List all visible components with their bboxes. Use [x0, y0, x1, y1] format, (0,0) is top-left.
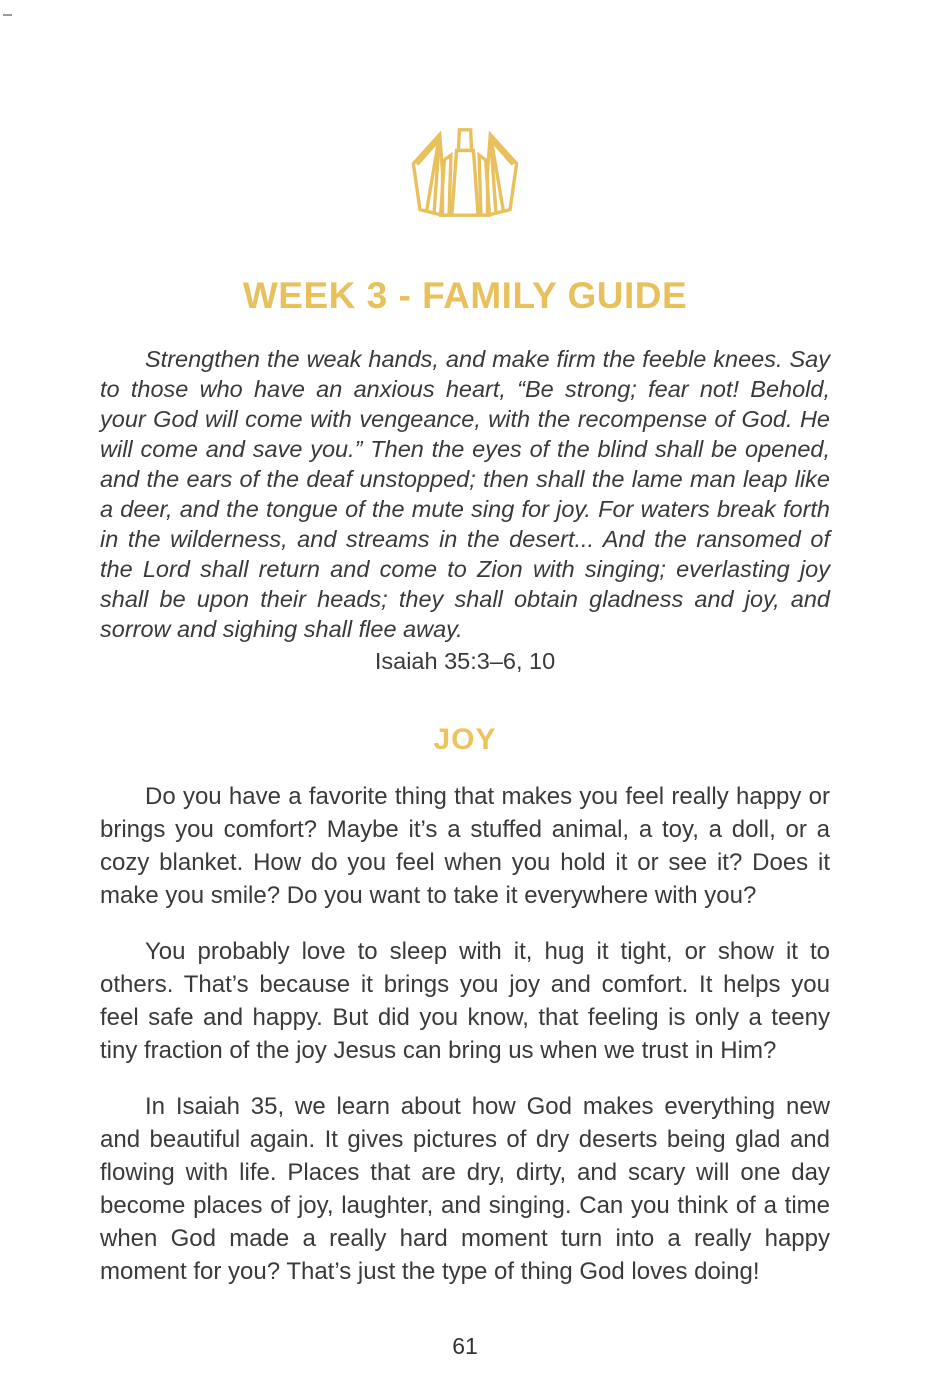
body-paragraph-3: In Isaiah 35, we learn about how God makes everything new and beautiful again. It gives pictures of dry deserts being glad and flowing with life. Places that are dry, dirty, and scary will one day become places of joy, laughter, and singing. Can you think of a time when God made a really hard moment turn into a really happy moment for you? That’s just the type of thing God loves doing! — [100, 1093, 830, 1285]
body-paragraph-1: Do you have a favorite thing that makes you feel really happy or brings you comfort? Maybe it’s a stuffed animal, a toy, a doll, or a cozy blanket. How do you feel when you hold it or see it? Does it make you smile? Do you want to take it everywhere with you? — [100, 783, 830, 909]
section-title-joy: JOY — [433, 723, 497, 756]
scripture-citation: Isaiah 35:3–6, 10 — [374, 648, 556, 674]
emblem-container — [100, 0, 830, 225]
angel-emblem-icon — [404, 207, 526, 224]
page-title: WEEK 3 - FAMILY GUIDE — [242, 275, 688, 316]
scripture-passage: Strengthen the weak hands, and make firm the feeble knees. Say to those who have an anxious heart, “Be strong; fear not! Behold, your God will come with vengeance, with the recompense of God. He will come and save you.” Then the eyes of the blind shall be opened, and the ears of the deaf unstopped; then shall the lame man leap like a deer, and the tongue of the mute sing for joy. For waters break forth in the wilderness, and streams in the desert... And the ransomed of the Lord shall return and come to Zion with singing; everlasting joy shall be upon their heads; they shall obtain gladness and joy, and sorrow and sighing shall flee away. — [100, 346, 830, 642]
body-paragraph-2: You probably love to sleep with it, hug it tight, or show it to others. That’s because it brings you joy and comfort. It helps you feel safe and happy. But did you know, that feeling is only a teeny tiny fraction of the joy Jesus can bring us when we trust in Him? — [100, 938, 830, 1064]
page-number: 61 — [452, 1333, 478, 1359]
corner-crop-mark — [3, 14, 12, 16]
